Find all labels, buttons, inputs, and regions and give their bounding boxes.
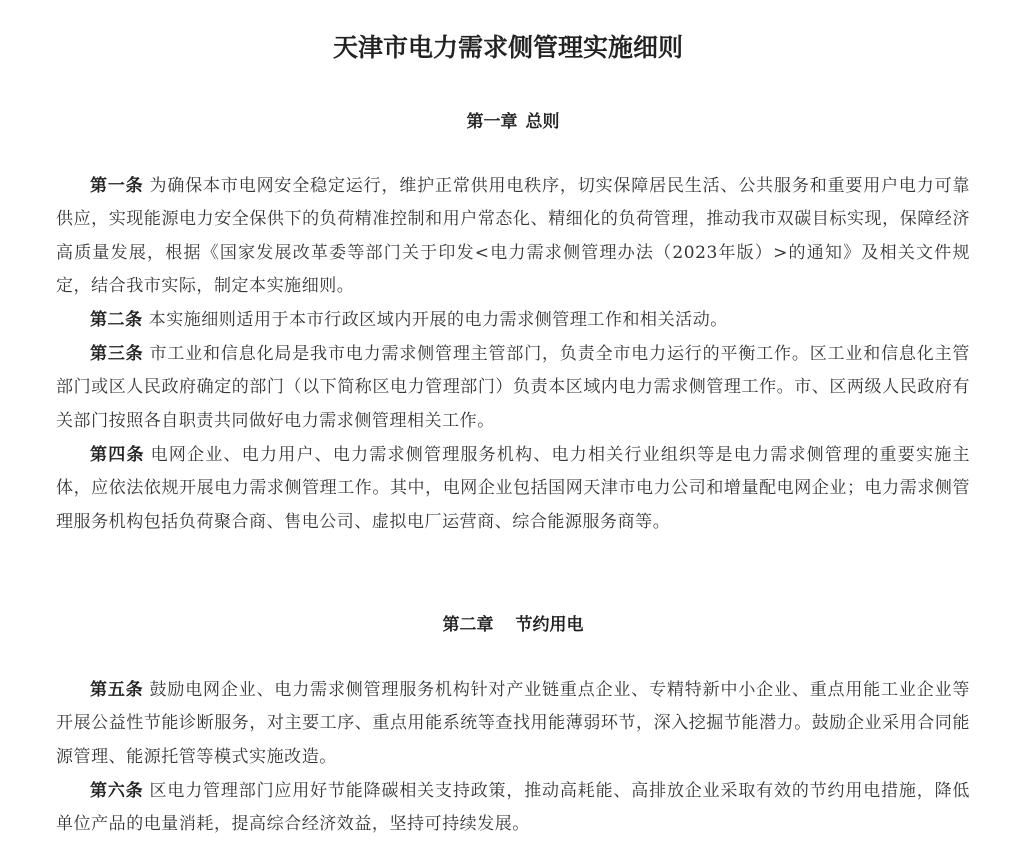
article-label: 第五条 bbox=[90, 680, 144, 700]
article-text: 为确保本市电网安全稳定运行，维护正常供用电秩序，切实保障居民生活、公共服务和重要用户电力可靠供应，实现能源电力安全保供下的负荷精准控制和用户常态化、精细化的负荷管理，推动我市双碳目标实现，保障经济高质量发展，根据《国家发展改革委等部门关于印发<电力需求侧管理办法（2023年版）>的通知》及相关文件规定，结合我市实际，制定本实施细则。 bbox=[56, 176, 970, 297]
article-text: 鼓励电网企业、电力需求侧管理服务机构针对产业链重点企业、专精特新中小企业、重点用能工业企业等开展公益性节能诊断服务，对主要工序、重点用能系统等查找用能薄弱环节，深入挖掘节能潜力。鼓励企业采用合同能源管理、能源托管等模式实施改造。 bbox=[56, 680, 970, 767]
article-5 bbox=[56, 674, 970, 774]
chapter-name: 总则 bbox=[525, 112, 560, 132]
chapter-heading-1 bbox=[0, 107, 1016, 132]
article-1 bbox=[56, 170, 970, 304]
article-label: 第一条 bbox=[90, 176, 144, 196]
chapter-number: 第一章 bbox=[466, 112, 518, 132]
article-text: 区电力管理部门应用好节能降碳相关支持政策，推动高耗能、高排放企业采取有效的节约用电措施，降低单位产品的电量消耗，提高综合经济效益，坚持可持续发展。 bbox=[56, 781, 970, 835]
article-label: 第三条 bbox=[90, 344, 144, 364]
article-label: 第二条 bbox=[90, 310, 143, 330]
article-text: 电网企业、电力用户、电力需求侧管理服务机构、电力相关行业组织等是电力需求侧管理的重要实施主体，应依法依规开展电力需求侧管理工作。其中，电网企业包括国网天津市电力公司和增量配电网企业；电力需求侧管理服务机构包括负荷聚合商、售电公司、虚拟电厂运营商、综合能源服务商等。 bbox=[56, 445, 970, 532]
article-text: 本实施细则适用于本市行政区域内开展的电力需求侧管理工作和相关活动。 bbox=[148, 310, 728, 330]
document-title: 天津市电力需求侧管理实施细则 bbox=[332, 33, 683, 62]
chapter-number: 第二章 bbox=[442, 615, 494, 635]
article-label: 第四条 bbox=[90, 445, 145, 465]
article-text: 市工业和信息化局是我市电力需求侧管理主管部门，负责全市电力运行的平衡工作。区工业和信息化主管部门或区人民政府确定的部门（以下简称区电力管理部门）负责本区域内电力需求侧管理工作。市、区两级人民政府有关部门按照各自职责共同做好电力需求侧管理相关工作。 bbox=[56, 344, 970, 431]
chapter-heading-2 bbox=[0, 610, 1016, 635]
article-3 bbox=[56, 338, 970, 438]
article-label: 第六条 bbox=[90, 781, 144, 801]
article-4 bbox=[56, 439, 970, 539]
article-2 bbox=[56, 304, 970, 337]
article-6 bbox=[56, 775, 970, 842]
chapter-name: 节约用电 bbox=[515, 615, 584, 635]
